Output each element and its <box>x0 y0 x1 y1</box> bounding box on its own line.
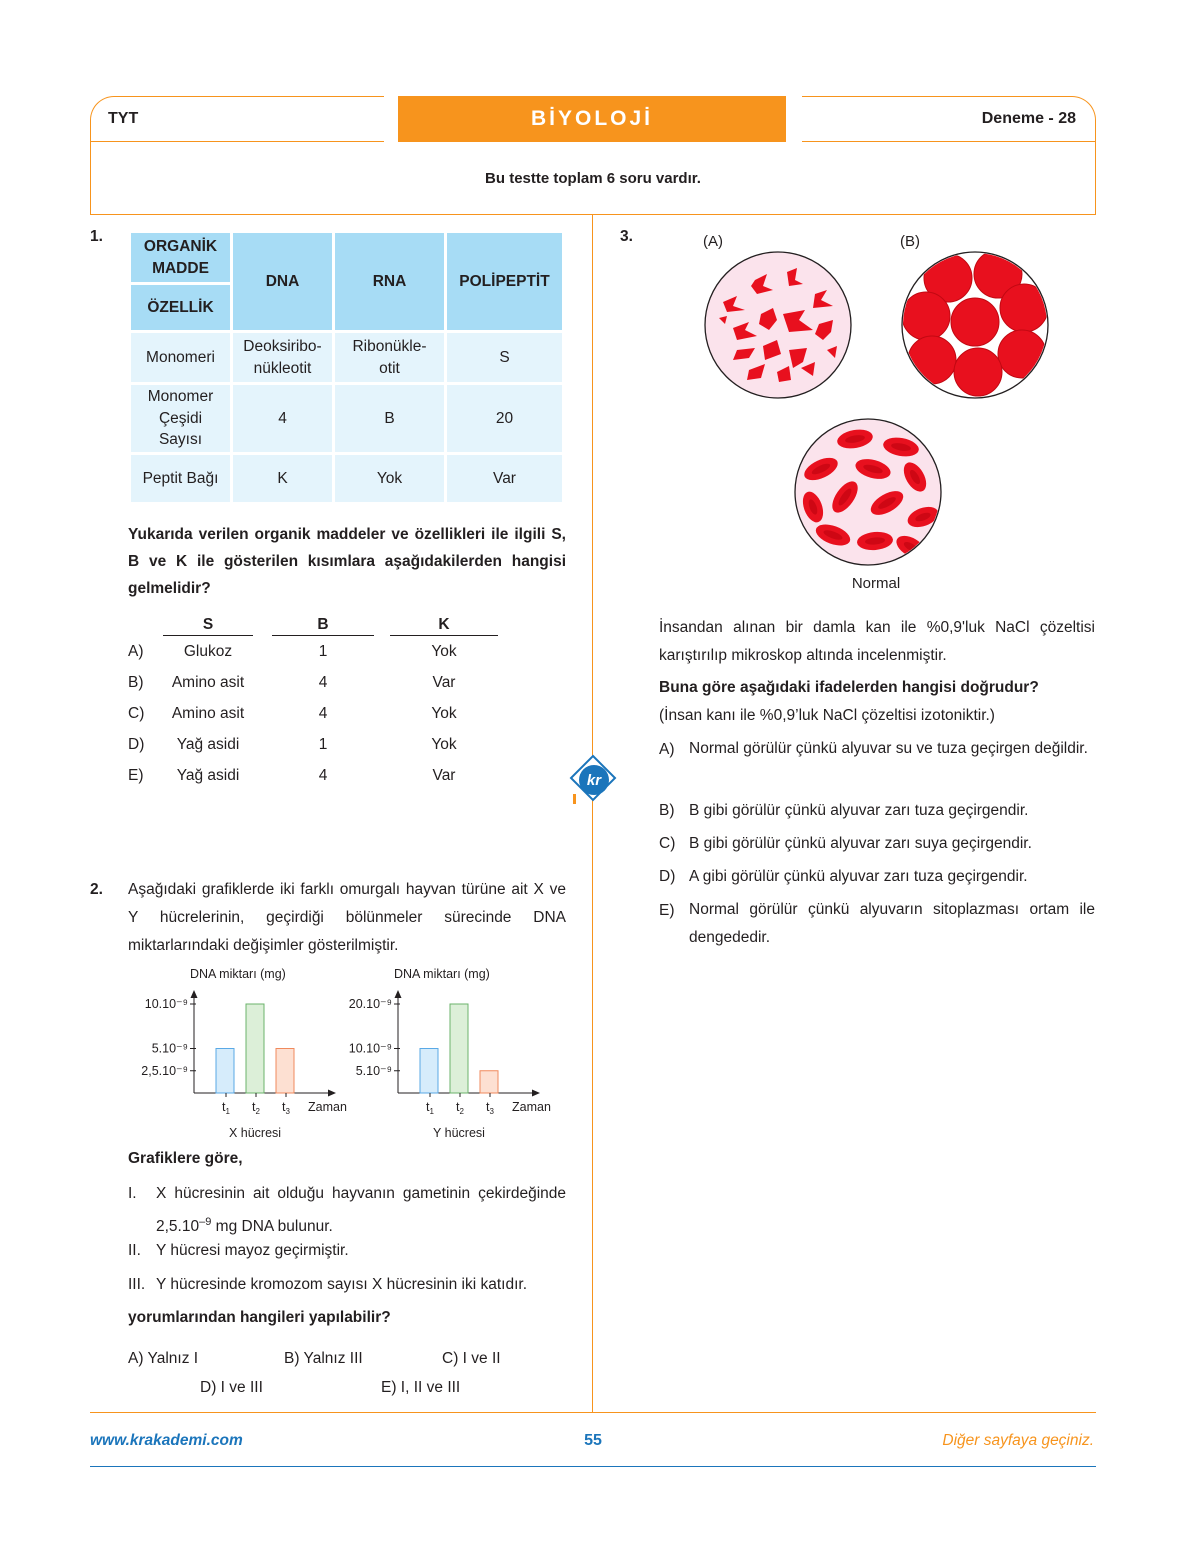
chart-y-x-tick-label: $t_2$ <box>456 1100 464 1116</box>
chart-y-x-arrow <box>532 1090 540 1097</box>
option-k: Yok <box>431 705 457 722</box>
chart-x-bar-t2 <box>246 1004 264 1093</box>
chart-y-x-label: Zaman <box>512 1100 551 1114</box>
cell-figure-a <box>703 250 853 400</box>
table-cell: 20 <box>446 384 564 454</box>
header-underline <box>163 635 253 636</box>
chart-y-bar-t2 <box>450 1004 468 1093</box>
chart-y-y-tick-label: 5.10⁻⁹ <box>355 1063 392 1078</box>
chart-x-y-label: DNA miktarı (mg) <box>190 967 286 981</box>
answer-option-d[interactable]: A gibi görülür çünkü alyuvar zarı tuza geçirgendir. <box>689 868 1028 885</box>
question-1-number: 1. <box>90 228 103 245</box>
chart-x-cell <box>128 962 358 1147</box>
answer-option-a[interactable]: A) Yalnız I <box>128 1350 199 1367</box>
question-3-intro: İnsandan alınan bir damla kan ile %0,9'luk NaCl çözeltisi karıştırılıp mikroskop altında incelenmiştir. <box>659 619 1095 664</box>
exam-type: TYT <box>108 110 139 127</box>
answer-option-a[interactable]: Normal görülür çünkü alyuvar su ve tuza geçirgen değildir. <box>689 740 1088 757</box>
statement-3-num: III. <box>128 1276 146 1293</box>
chart-y-bar-t1 <box>420 1049 438 1094</box>
statement-3: Y hücresinde kromozom sayısı X hücresinin iki katıdır. <box>156 1276 528 1293</box>
option-s: Amino asit <box>171 674 245 691</box>
question-2-question: yorumlarından hangileri yapılabilir? <box>128 1309 391 1326</box>
footer-bottom-line <box>90 1466 1096 1467</box>
option-b: 4 <box>318 674 328 691</box>
table-col-polipeptit: POLİPEPTİT <box>446 232 564 332</box>
figure-label-b: (B) <box>900 233 920 250</box>
answer-option-b[interactable]: B gibi görülür çünkü alyuvar zarı tuza geçirgendir. <box>689 802 1029 819</box>
answer-option-e[interactable]: Normal görülür çünkü alyuvarın sitoplazması ortam ile dengededir. <box>689 901 1095 946</box>
chart-x-bar-t3 <box>276 1049 294 1094</box>
chart-x-y-tick-label: 2,5.10⁻⁹ <box>141 1063 188 1078</box>
statement-2: Y hücresi mayoz geçirmiştir. <box>156 1242 349 1259</box>
option-k: Yok <box>431 736 457 753</box>
question-3-number: 3. <box>620 228 633 245</box>
question-3-note: (İnsan kanı ile %0,9’luk NaCl çözeltisi izotoniktir.) <box>659 707 995 724</box>
chart-x-y-arrow <box>191 990 198 998</box>
statement-1-tail: mg DNA bulunur. <box>211 1218 333 1236</box>
table-row-label: Monomer Çeşidi Sayısı <box>130 384 232 454</box>
option-header-k: K <box>438 616 450 633</box>
statement-1-num: I. <box>128 1185 137 1202</box>
option-b: 1 <box>318 643 328 660</box>
statement-2-num: II. <box>128 1242 141 1259</box>
statement-1-exponent: –9 <box>199 1216 212 1228</box>
option-k: Yok <box>431 643 457 660</box>
option-letter: C) <box>659 835 676 852</box>
chart-x-title: X hücresi <box>228 1126 282 1140</box>
chart-x-bar-t1 <box>216 1049 234 1094</box>
chart-y-x-tick-label: $t_1$ <box>426 1100 434 1116</box>
question-3-stem: Buna göre aşağıdaki ifadelerden hangisi doğrudur? <box>659 679 1039 696</box>
option-s: Yağ asidi <box>176 736 240 753</box>
chart-y-title: Y hücresi <box>433 1126 485 1140</box>
figure-label-normal: Normal <box>851 575 901 592</box>
table-row-label: Monomeri <box>130 332 232 384</box>
exam-number: Deneme - 28 <box>981 110 1076 127</box>
chart-x-x-tick-label: $t_1$ <box>222 1100 230 1116</box>
table-cell: 4 <box>232 384 334 454</box>
option-letter: D) <box>128 736 145 753</box>
chart-y-y-label: DNA miktarı (mg) <box>394 967 490 981</box>
subject-title: BİYOLOJİ <box>398 96 786 142</box>
column-divider <box>592 215 593 1412</box>
header-underline <box>272 635 374 636</box>
table-head-ozellik: ÖZELLİK <box>130 284 232 332</box>
table-row-label: Peptit Bağı <box>130 454 232 504</box>
table-head-organic: ORGANİK MADDE <box>130 232 232 284</box>
option-s: Glukoz <box>183 643 233 660</box>
table-col-dna: DNA <box>232 232 334 332</box>
figure-label-a: (A) <box>703 233 723 250</box>
chart-x-y-tick-label: 5.10⁻⁹ <box>151 1041 188 1056</box>
table-cell: B <box>334 384 446 454</box>
table-cell: Yok <box>334 454 446 504</box>
footer-next-page: Diğer sayfaya geçiniz. <box>942 1432 1094 1449</box>
logo-text: kr <box>586 772 602 789</box>
option-b: 1 <box>318 736 328 753</box>
table-cell: Deoksiribo- nükleotit <box>232 332 334 384</box>
chart-x-x-tick-label: $t_3$ <box>282 1100 290 1116</box>
option-s: Amino asit <box>171 705 245 722</box>
cell-figure-normal <box>793 417 943 567</box>
cell-figure-b <box>900 250 1050 400</box>
header-underline <box>390 635 498 636</box>
chart-x-x-tick-label: $t_2$ <box>252 1100 260 1116</box>
answer-option-d[interactable]: D) I ve III <box>200 1379 263 1396</box>
option-letter: B) <box>659 802 675 819</box>
chart-x-x-label: Zaman <box>308 1100 347 1114</box>
table-cell: Ribonükle- otit <box>334 332 446 384</box>
answer-option-e[interactable]: E) I, II ve III <box>381 1379 461 1396</box>
chart-y-cell <box>332 962 564 1147</box>
chart-y-y-tick-label: 20.10⁻⁹ <box>348 997 392 1011</box>
chart-y-x-tick-label: $t_3$ <box>486 1100 494 1116</box>
footer-top-line <box>90 1412 1096 1413</box>
page-number: 55 <box>584 1432 602 1449</box>
publisher-logo <box>568 754 618 808</box>
option-letter: A) <box>659 741 675 758</box>
chart-x-y-tick-label: 10.10⁻⁹ <box>144 997 188 1011</box>
option-k: Var <box>432 767 456 784</box>
option-letter: E) <box>128 767 144 784</box>
footer-website-link[interactable]: www.krakademi.com <box>90 1432 243 1449</box>
option-letter: E) <box>659 902 675 919</box>
answer-option-c[interactable]: B gibi görülür çünkü alyuvar zarı suya geçirgendir. <box>689 835 1032 852</box>
option-letter: C) <box>128 705 145 722</box>
table-cell: S <box>446 332 564 384</box>
answer-option-c[interactable]: C) I ve II <box>442 1350 501 1367</box>
option-letter: B) <box>128 674 144 691</box>
chart-y-bar-t3 <box>480 1071 498 1093</box>
table-cell: K <box>232 454 334 504</box>
question-2-number: 2. <box>90 881 103 898</box>
question-2-stem: Grafiklere göre, <box>128 1150 243 1167</box>
question-1-stem: Yukarıda verilen organik maddeler ve özellikleri ile ilgili S, B ve K ile gösterilen kısımlara aşağıdakilerden hangisi gelmelidir? <box>128 526 566 597</box>
table-cell: Var <box>446 454 564 504</box>
option-header-b: B <box>317 616 329 633</box>
q1-table <box>128 230 565 505</box>
option-letter: D) <box>659 868 676 885</box>
option-s: Yağ asidi <box>176 767 240 784</box>
table-col-rna: RNA <box>334 232 446 332</box>
answer-option-b[interactable]: B) Yalnız III <box>284 1350 363 1367</box>
option-header-s: S <box>202 616 214 633</box>
info-text: Bu testte toplam 6 soru vardır. <box>485 170 701 187</box>
chart-y-y-arrow <box>395 990 402 998</box>
question-2-intro: Aşağıdaki grafiklerde iki farklı omurgalı hayvan türüne ait X ve Y hücrelerinin, geçirdiği bölünmeler sürecinde DNA miktarlarındaki değişimler gösterilmiştir. <box>128 881 566 954</box>
chart-y-y-tick-label: 10.10⁻⁹ <box>348 1041 392 1056</box>
option-b: 4 <box>318 705 328 722</box>
option-letter: A) <box>128 643 144 660</box>
option-k: Var <box>432 674 456 691</box>
option-b: 4 <box>318 767 328 784</box>
statement-1-text: X hücresinin ait olduğu hayvanın gametinin çekirdeğinde 2,5.10 <box>156 1185 566 1236</box>
statement-1 <box>156 1180 566 1241</box>
